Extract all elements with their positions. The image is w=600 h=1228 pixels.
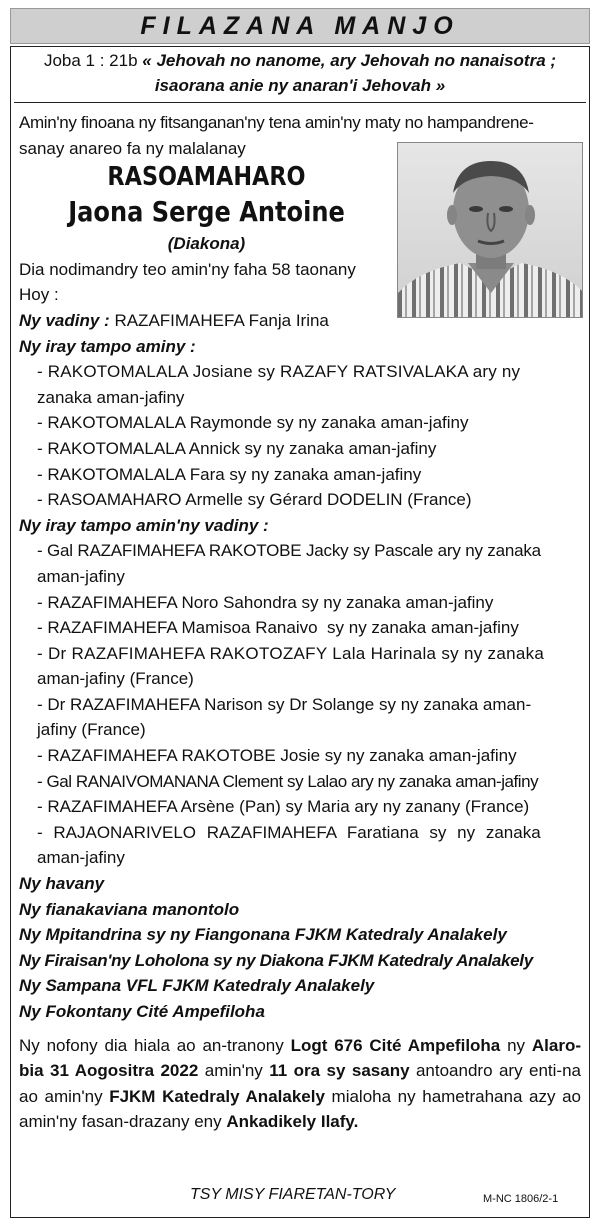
deceased-role: (Diakona)	[167, 234, 246, 254]
list-item-line: - Dr RAZAFIMAHEFA RAKOTOZAFY Lala Harinala sy ny zanaka	[37, 643, 545, 663]
list-item	[19, 590, 581, 616]
funeral-address: Logt 676 Cité Ampefiloha	[290, 1035, 501, 1055]
burial-place: Ankadikely Ilafy.	[226, 1112, 359, 1132]
list-item	[19, 462, 581, 488]
list-item	[19, 743, 581, 769]
funeral-church: FJKM Katedraly Analakely	[109, 1086, 325, 1106]
verse-text-line2: isaorana anie ny anaran'i Jehovah »	[154, 76, 446, 95]
others-item: Ny Fokontany Cité Ampefiloha	[19, 1002, 265, 1021]
notice-header	[10, 8, 590, 44]
reference-code: M-NC 1806/2-1	[483, 1193, 559, 1205]
intro-line-2: sanay anareo fa ny malalanay	[19, 138, 246, 158]
list-item-line: - RAZAFIMAHEFA RAKOTOBE Josie sy ny zanaka aman-jafiny	[37, 746, 517, 766]
siblings-label: Ny iray tampo aminy :	[19, 336, 196, 356]
funeral-date: Alaro-bia 31 Aogositra 2022	[19, 1035, 581, 1081]
list-item-line: - RAKOTOMALALA Raymonde sy ny zanaka aman-jafiny	[37, 413, 469, 433]
others-item: Ny Sampana VFL FJKM Katedraly Analakely	[19, 976, 375, 996]
deceased-given-names: Jaona Serge Antoine	[68, 195, 345, 229]
list-item-line: aman-jafiny	[37, 566, 125, 586]
age-line: Dia nodimandry teo amin'ny faha 58 taonany	[19, 259, 356, 279]
others-item: Ny Firaisan'ny Loholona sy ny Diakona FJKM Katedraly Analakely	[19, 950, 533, 970]
spouse-siblings-list	[19, 538, 581, 871]
funeral-text: Ny nofony dia hiala ao an-tranony	[19, 1035, 291, 1055]
list-item	[19, 692, 581, 743]
others-item: Ny Mpitandrina sy ny Fiangonana FJKM Katedraly Analakely	[19, 925, 507, 945]
funeral-text: antoandro ary enti-na ao amin'ny	[19, 1061, 581, 1106]
list-item	[19, 487, 581, 513]
list-item-line: - RAZAFIMAHEFA Noro Sahondra sy ny zanaka aman-jafiny	[37, 592, 494, 612]
others-item: Ny fianakaviana manontolo	[19, 899, 240, 919]
list-item-line: - RAKOTOMALALA Josiane sy RAZAFY RATSIVALAKA ary ny	[37, 362, 521, 382]
funeral-paragraph	[19, 1033, 581, 1135]
notice-body	[19, 110, 581, 1135]
list-item-line: - RAKOTOMALALA Fara sy ny zanaka aman-jafiny	[37, 464, 422, 484]
verse-reference: Joba 1 : 21b	[43, 51, 138, 70]
list-item-line: - RAKOTOMALALA Annick sy ny zanaka aman-jafiny	[37, 438, 437, 458]
list-item	[19, 538, 581, 589]
list-item-line: - RAZAFIMAHEFA Arsène (Pan) sy Maria ary ny zanany (France)	[37, 797, 530, 817]
funeral-text: amin'ny	[198, 1061, 270, 1081]
list-item-line: zanaka aman-jafiny	[37, 387, 185, 407]
list-item-line: - RAJAONARIVELO RAZAFIMAHEFA Faratiana sy ny zanaka	[37, 822, 541, 842]
list-item-line: aman-jafiny	[37, 848, 125, 868]
funeral-text: mialoha ny hametrahana azy ao amin'ny fasan-drazany eny	[19, 1086, 582, 1132]
intro-line-1: Amin'ny finoana ny fitsanganan'ny tena amin'ny maty no hampandrene-	[19, 113, 534, 132]
list-item	[19, 436, 581, 462]
list-item	[19, 820, 581, 871]
others-item: Ny havany	[19, 874, 105, 894]
list-item	[19, 359, 581, 410]
list-item	[19, 769, 581, 795]
notice-title: FILAZANA MANJO	[140, 12, 460, 40]
spouse-name: RAZAFIMAHEFA Fanja Irina	[114, 310, 329, 330]
list-item-line: aman-jafiny (France)	[37, 669, 194, 689]
siblings-list	[19, 359, 581, 513]
list-item	[19, 641, 581, 692]
funeral-text: ny	[500, 1035, 532, 1055]
verse-text-line1: « Jehovah no nanome, ary Jehovah no nanaisotra ;	[142, 51, 557, 70]
funeral-time: 11 ora sy sasany	[269, 1061, 410, 1081]
deceased-surname: RASOAMAHARO	[107, 162, 306, 193]
spouse-siblings-label: Ny iray tampo amin'ny vadiny :	[19, 515, 269, 535]
others-list	[19, 871, 581, 1025]
bible-verse	[14, 48, 586, 103]
spouse-line	[19, 308, 581, 334]
list-item-line: - Gal RANAIVOMANANA Clement sy Lalao ary ny zanaka aman-jafiny	[37, 771, 539, 791]
list-item-line: - RAZAFIMAHEFA Mamisoa Ranaivo sy ny zanaka aman-jafiny	[37, 618, 519, 638]
list-item	[19, 615, 581, 641]
list-item	[19, 410, 581, 436]
list-item-line: - Gal RAZAFIMAHEFA RAKOTOBE Jacky sy Pascale ary ny zanaka	[37, 541, 541, 561]
spouse-label: Ny vadiny :	[19, 310, 110, 330]
closing-slogan: TSY MISY FIARETAN-TORY	[190, 1186, 396, 1203]
list-item	[19, 794, 581, 820]
list-item-line: - RASOAMAHARO Armelle sy Gérard DODELIN (France)	[37, 490, 472, 510]
hoy-label: Hoy :	[19, 285, 59, 305]
list-item-line: - Dr RAZAFIMAHEFA Narison sy Dr Solange sy ny zanaka aman-	[37, 694, 532, 714]
list-item-line: jafiny (France)	[37, 720, 146, 740]
